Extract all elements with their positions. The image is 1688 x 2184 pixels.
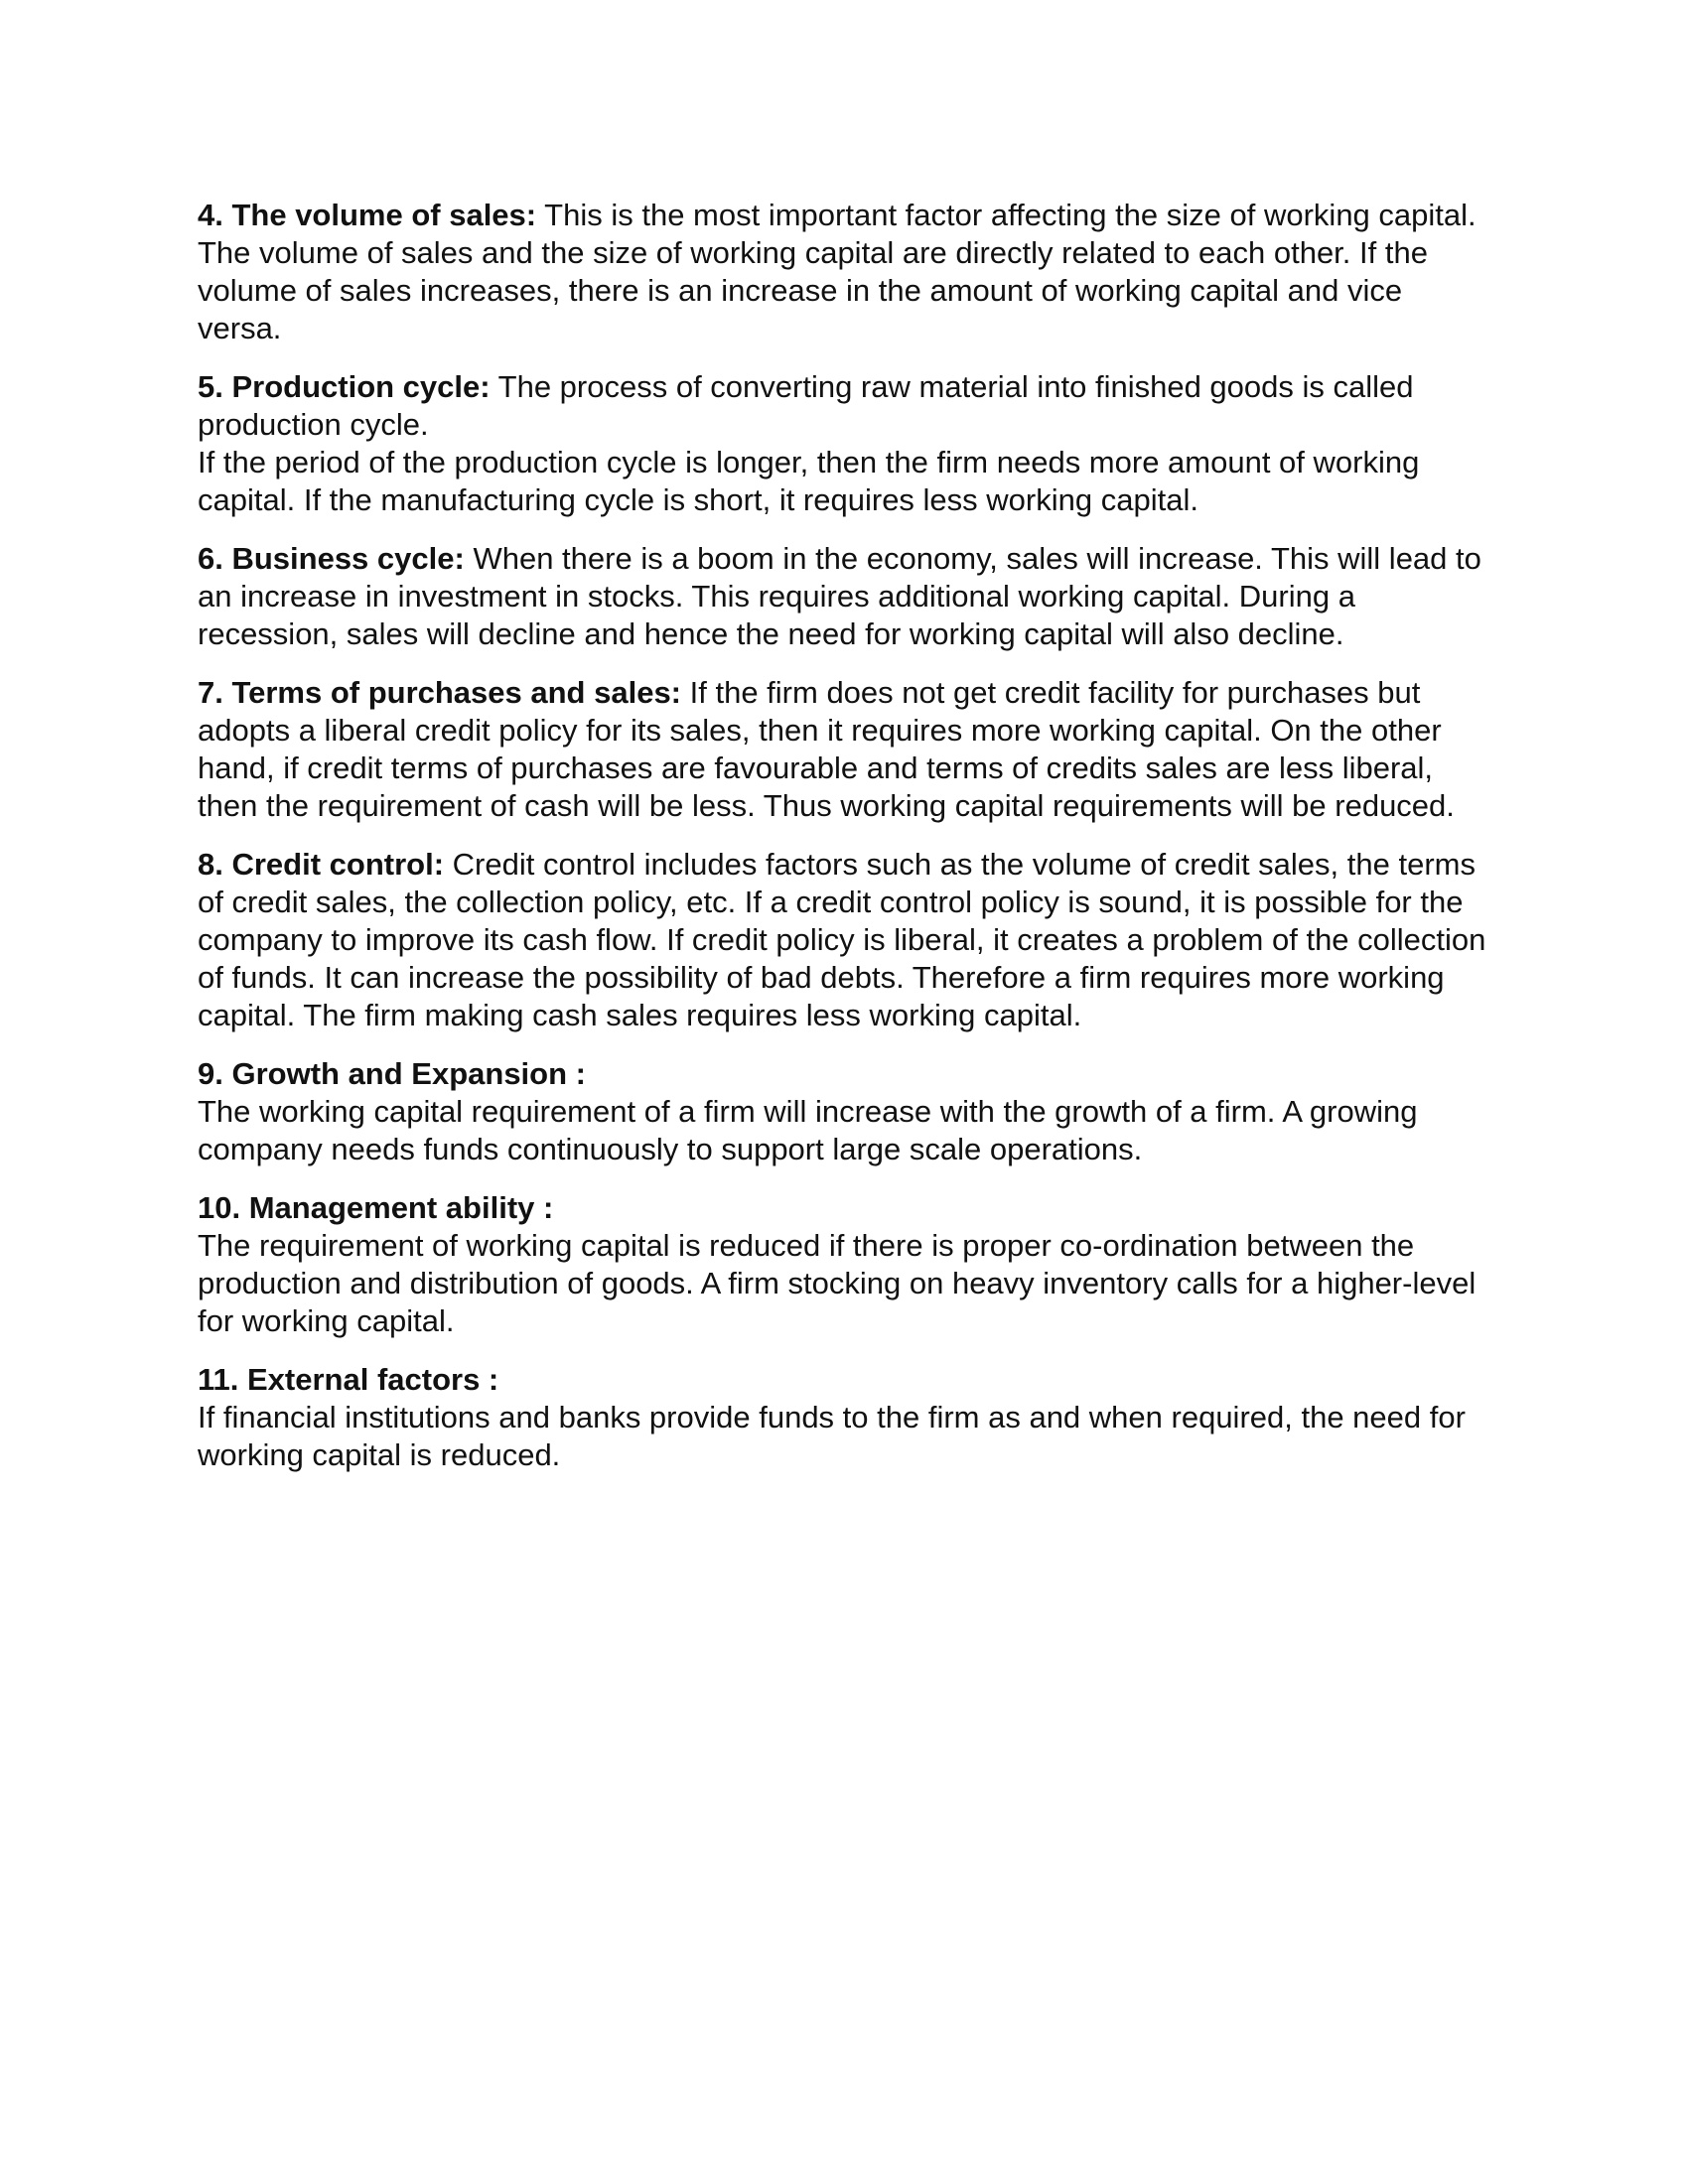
document-body [198, 197, 1488, 1495]
factor-management-ability [198, 1189, 1488, 1340]
factor-growth-and-expansion [198, 1055, 1488, 1168]
paragraph [198, 1189, 1488, 1340]
factor-text: When there is a boom in the economy, sales will increase. This will lead to an increase in investment in stocks. This requires additional working capital. During a recession, sales will decline and hence the need for working capital will also decline. [198, 541, 1481, 651]
factor-production-cycle [198, 368, 1488, 519]
paragraph [198, 540, 1488, 653]
factor-text: Credit control includes factors such as the volume of credit sales, the terms of credit sales, the collection policy, etc. If a credit control policy is sound, it is possible for the company to improve its cash flow. If credit policy is liberal, it creates a problem of the collection of funds. It can increase the possibility of bad debts. Therefore a firm requires more working capital. The firm making cash sales requires less working capital. [198, 847, 1486, 1032]
factor-heading: 8. Credit control: [198, 847, 445, 882]
factor-text: The working capital requirement of a firm will increase with the growth of a firm. A growing company needs funds continuously to support large scale operations. [198, 1094, 1418, 1166]
factor-volume-of-sales [198, 197, 1488, 347]
factor-heading: 6. Business cycle: [198, 541, 465, 576]
factor-credit-control [198, 846, 1488, 1034]
factor-heading: 9. Growth and Expansion : [198, 1056, 586, 1091]
paragraph [198, 1361, 1488, 1474]
factor-terms-of-purchases-and-sales [198, 674, 1488, 825]
factor-text: The requirement of working capital is reduced if there is proper co-ordination between the production and distribution of goods. A firm stocking on heavy inventory calls for a higher-level for working capital. [198, 1228, 1477, 1338]
factor-text: If financial institutions and banks provide funds to the firm as and when required, the need for working capital is reduced. [198, 1400, 1466, 1472]
paragraph [198, 674, 1488, 825]
factor-heading: 10. Management ability : [198, 1190, 554, 1225]
factor-text-continued: If the period of the production cycle is longer, then the firm needs more amount of working capital. If the manufacturing cycle is short, it requires less working capital. [198, 445, 1420, 517]
paragraph [198, 1055, 1488, 1168]
paragraph [198, 368, 1488, 444]
paragraph [198, 444, 1488, 519]
factor-text: The process of converting raw material into finished goods is called production cycle. [198, 369, 1414, 442]
factor-external-factors [198, 1361, 1488, 1474]
factor-text: This is the most important factor affecting the size of working capital. The volume of sales and the size of working capital are directly related to each other. If the volume of sales increases, there is an increase in the amount of working capital and vice versa. [198, 198, 1477, 345]
factor-text: If the firm does not get credit facility for purchases but adopts a liberal credit policy for its sales, then it requires more working capital. On the other hand, if credit terms of purchases are favourable and terms of credits sales are less liberal, then the requirement of cash will be less. Thus working capital requirements will be reduced. [198, 675, 1455, 823]
paragraph [198, 846, 1488, 1034]
factor-heading: 5. Production cycle: [198, 369, 491, 404]
factor-business-cycle [198, 540, 1488, 653]
paragraph [198, 197, 1488, 347]
factor-heading: 4. The volume of sales: [198, 198, 537, 232]
factor-heading: 7. Terms of purchases and sales: [198, 675, 682, 710]
factor-heading: 11. External factors : [198, 1362, 499, 1397]
